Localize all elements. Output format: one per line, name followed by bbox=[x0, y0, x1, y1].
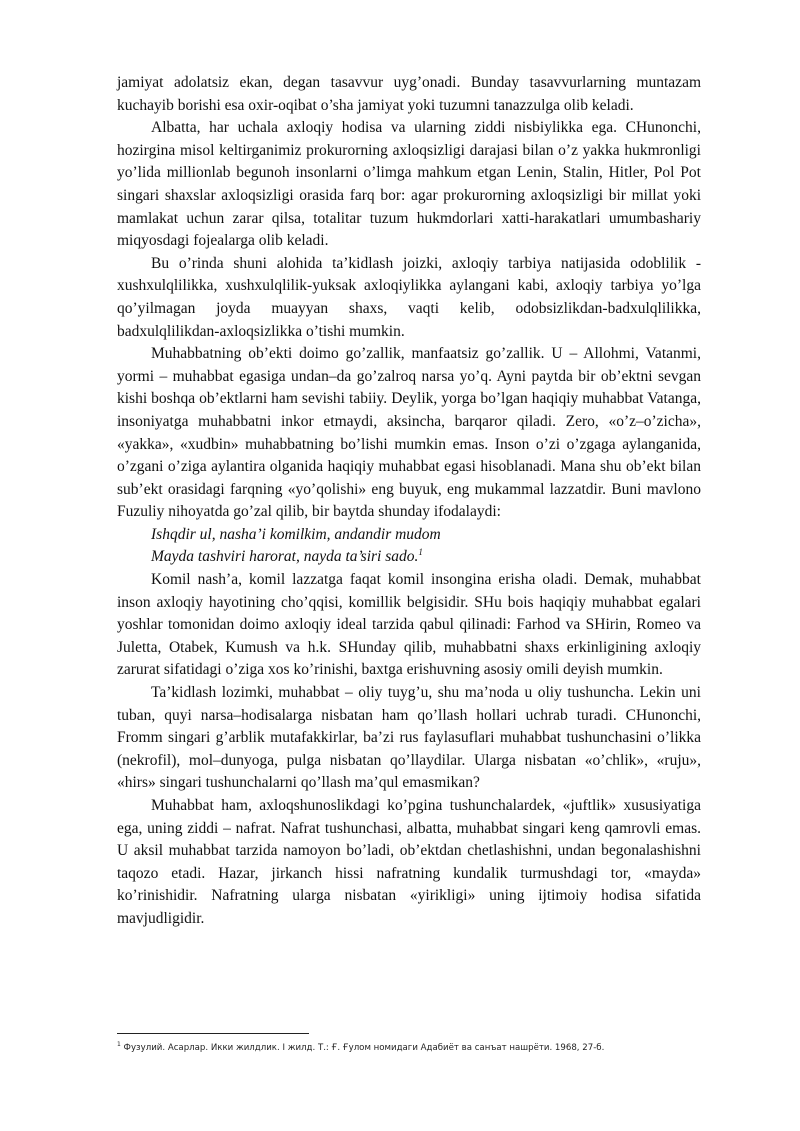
footnote-reference[interactable]: 1 bbox=[418, 547, 423, 558]
paragraph-3: Bu o’rinda shuni alohida ta’kidlash joizki, axloqiy tarbiya natijasida odoblilik - xushxulqlilikka, xushxulqlilik-yuksak axloqiylikka aylangani kabi, axloqiy tarbiya yo’lga qo’yilmagan joyda muayyan shaxs, vaqti kelib, odobsizlikdan-badxulqlilikka, badxulqlilikdan-axloqsizlikka o’tishi mumkin. bbox=[117, 254, 701, 340]
paragraph-1: jamiyat adolatsiz ekan, degan tasavvur uyg’onadi. Bunday tasavvurlarning muntazam kuchayib borishi esa oxir-oqibat o’sha jamiyat yoki tuzumni tanazzulga olib keladi. bbox=[117, 74, 701, 114]
paragraph-4: Muhabbatning ob’ekti doimo go’zallik, manfaatsiz go’zallik. U – Allohmi, Vatanmi, yormi – muhabbat egasiga undan–da go’zalroq narsa yo’q. Ayni paytda bir ob’ektni sevgan kishi boshqa ob’ektlarni ham sevishi tabiiy. Deylik, yorga bo’lgan haqiqiy muhabbat Vatanga, insoniyatga muhabbatni inkor etmaydi, aksincha, barqaror qiladi. Zero, «o’z–o’zicha», «yakka», «xudbin» muhabbatning bo’lishi mumkin emas. Inson o’zi o’zgaga aylanganida, o’zgani o’ziga aylantira olganida haqiqiy muhabbat egasi hisoblanadi. Mana shu ob’ekt bilan sub’ekt orasidagi farqning «yo’qolishi» eng buyuk, eng mukammal lazzatdir. Buni mavlono Fuzuliy nihoyatda go’zal qilib, bir baytda shunday ifodalaydi: bbox=[117, 345, 701, 521]
verse-line-1-text: Ishqdir ul, nasha’i komilkim, andandir mudom bbox=[151, 525, 441, 543]
verse-line-1 bbox=[117, 524, 701, 547]
paragraph-6: Ta’kidlash lozimki, muhabbat – oliy tuyg’u, shu ma’noda u oliy tushuncha. Lekin uni tuban, quyi narsa–hodisalarga nisbatan ham qo’llash hollari uchrab turadi. CHunonchi, Fromm singari g’arblik mutafakkirlar, ba’zi rus faylasuflari muhabbat tushunchasini o’likka (nekrofil), mol–dunyoga, pulga nisbatan qo’llaydilar. Ularga nisbatan «o’chlik», «ruju», «hirs» singari tushunchalarni qo’llash ma’qul emasmikan? bbox=[117, 684, 701, 792]
paragraph-5: Komil nash’a, komil lazzatga faqat komil insongina erisha oladi. Demak, muhabbat inson axloqiy hayotining cho’qqisi, komillik belgisidir. SHu bois haqiqiy muhabbat egalari yoshlar tomonidan doimo axloqiy ideal tarzida qabul qilinadi: Farhod va SHirin, Romeo va Juletta, Otabek, Kumush va h.k. SHunday qilib, muhabbatni shaxs erkinligining axloqiy zarurat sifatidagi o’ziga xos ko’rinishi, baxtga erishuvning asosiy omili deyish mumkin. bbox=[117, 571, 701, 679]
page-body bbox=[117, 72, 701, 931]
footnote-text: Фузулий. Асарлар. Икки жилдлик. I жилд. Т.: Ғ. Ғулом номидаги Адабиёт ва санъат нашрёти. 1968, 27-б. bbox=[120, 1043, 605, 1053]
verse-line-2 bbox=[117, 546, 701, 569]
footnote-divider bbox=[117, 1033, 309, 1034]
paragraph-7: Muhabbat ham, axloqshunoslikdagi ko’pgina tushunchalardek, «juftlik» xususiyatiga ega, uning ziddi – nafrat. Nafrat tushunchasi, albatta, muhabbat singari keng qamrovli emas. U aksil muhabbat tarzida namoyon bo’ladi, ob’ektdan chetlashishni, undan begonalashishni taqozo etadi. Hazar, jirkanch hissi nafratning kundalik turmushdagi tor, «mayda» ko’rinishidir. Nafratning ularga nisbatan «yirikligi» uning ijtimoiy hodisa sifatida mavjudligidir. bbox=[117, 797, 701, 927]
paragraph-2: Albatta, har uchala axloqiy hodisa va ularning ziddi nisbiylikka ega. CHunonchi, hozirgina misol keltirganimiz prokurorning axloqsizligi darajasi bilan o’z yakka hukmronligi yo’lida millionlab begunoh insonlarni o’limga mahkum etgan Lenin, Stalin, Hitler, Pol Pot singari shaxslar axloqsizligi orasida farq bor: agar prokurorning axloqsizligi bir millat yoki mamlakat uchun zarar qilsa, totalitar tuzum hukmdorlari xatti-harakatlari umumbashariy miqyosdagi fojealarga olib keladi. bbox=[117, 119, 701, 250]
footnote-marker: 1 bbox=[117, 1041, 121, 1049]
footnote bbox=[117, 1042, 701, 1054]
verse-line-2-text: Mayda tashviri harorat, nayda ta’siri sado. bbox=[151, 548, 419, 566]
